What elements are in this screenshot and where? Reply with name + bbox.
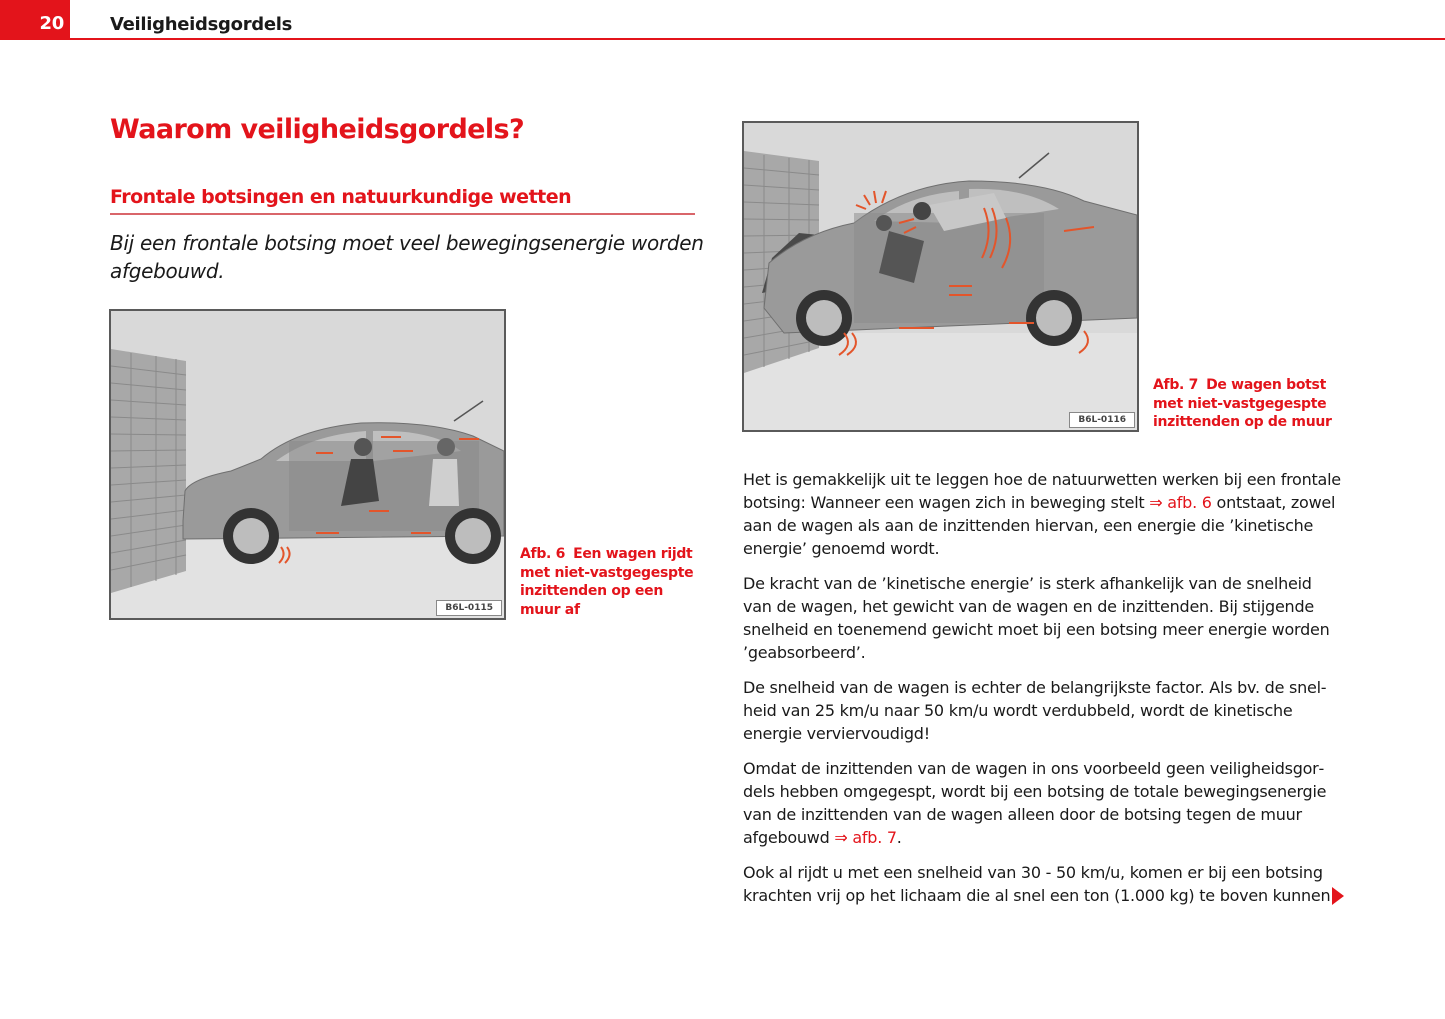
section-title: Waarom veiligheidsgordels? <box>110 114 525 145</box>
caption-text: Een wagen rijdt met niet-vastgegespte inzittenden op een muur af <box>520 546 694 618</box>
figure-6 <box>109 309 506 620</box>
figure-6-reference-link[interactable]: ⇒ afb. 6 <box>1149 493 1212 512</box>
paragraph-text: ontstaat, zowel aan de wagen als aan de inzittenden hiervan, een energie die ’kinetische energie’ genoemd wordt. <box>743 493 1336 558</box>
page-number: 20 <box>39 13 64 34</box>
figure-code: B6L-0115 <box>436 600 502 616</box>
caption-label: Afb. 7 <box>1153 377 1199 393</box>
body-text <box>743 468 1343 919</box>
paragraph-2: De kracht van de ’kinetische energie’ is sterk afhankelijk van de snelheid van de wagen, het gewicht van de wagen en de inzittenden. Bij stijgende snelheid en toenemend gewicht moet bij een botsing meer energie worden ’geabsorbeerd’. <box>743 574 1330 662</box>
caption-text: De wagen botst met niet-vastgegespte inzittenden op de muur <box>1153 377 1332 430</box>
figure-6-caption <box>520 545 700 619</box>
figure-7-reference-link[interactable]: ⇒ afb. 7 <box>834 828 897 847</box>
caption-label: Afb. 6 <box>520 546 566 562</box>
figure-7 <box>742 121 1139 432</box>
paragraph-text: . <box>896 828 902 847</box>
paragraph-text: Omdat de inzittenden van de wagen in ons voorbeeld geen veiligheidsgordels hebben omgegespt, wordt bij een botsing de totale bewegingsenergie van de inzittenden van de wagen alleen door de botsing tegen de muur afgebouwd <box>743 759 1327 847</box>
continue-arrow-icon <box>1332 887 1344 905</box>
paragraph-5: Ook al rijdt u met een snelheid van 30 - 50 km/u, komen er bij een botsing krachten vrij op het lichaam die al snel een ton (1.000 kg) te boven kunnen <box>743 863 1331 905</box>
figure-code: B6L-0116 <box>1069 412 1135 428</box>
paragraph-4 <box>743 757 1343 849</box>
paragraph-1 <box>743 468 1343 560</box>
figure-7-caption <box>1153 376 1353 432</box>
car-crashing-into-wall-illustration <box>744 123 1137 430</box>
section-subtitle: Frontale botsingen en natuurkundige wetten <box>110 186 572 208</box>
subtitle-rule <box>110 213 695 215</box>
car-driving-toward-wall-illustration <box>111 311 504 618</box>
paragraph-text: Het is gemakkelijk uit te leggen hoe de natuurwetten werken bij een frontale botsing: Wanneer een wagen zich in beweging stelt <box>743 470 1341 512</box>
chapter-title: Veiligheidsgordels <box>110 14 293 35</box>
header-rule <box>70 38 1445 40</box>
paragraph-3: De snelheid van de wagen is echter de belangrijkste factor. Als bv. de snelheid van 25 km/u naar 50 km/u wordt verdubbeld, wordt de kinetische energie verviervoudigd! <box>743 678 1327 743</box>
intro-text: Bij een frontale botsing moet veel bewegingsenergie worden afgebouwd. <box>110 231 704 283</box>
